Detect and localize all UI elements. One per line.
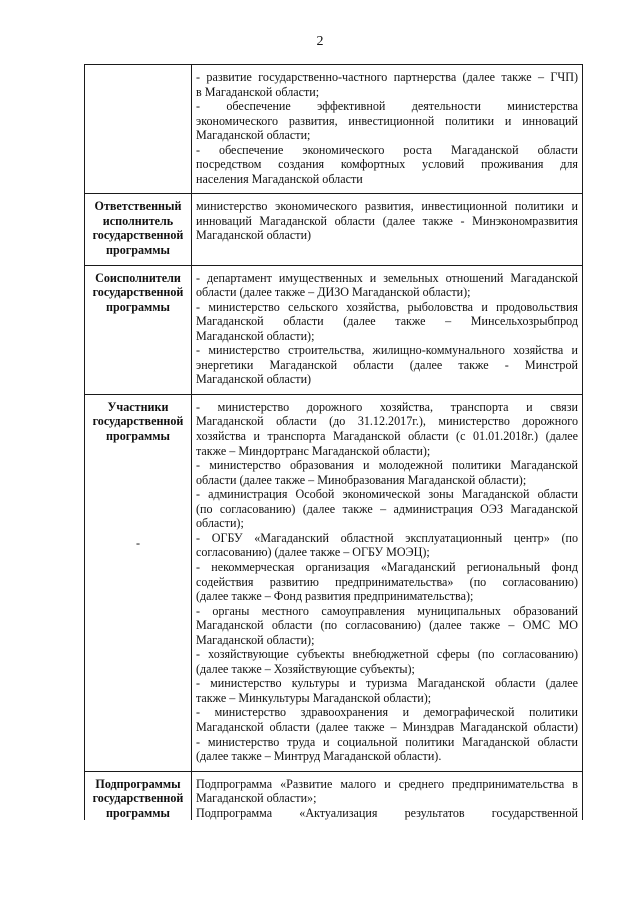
text-line: - некоммерческая организация «Магаданский региональный фонд (196, 559, 578, 574)
text-line: области (далее также – ДИЗО Магаданской области); (196, 285, 471, 300)
text-line: Магаданской области); (196, 328, 315, 343)
text-line: - министерство сельского хозяйства, рыболовства и продовольствия (196, 299, 578, 314)
row-content (192, 771, 583, 820)
text-line: (далее также – Минтруд Магаданской области). (196, 749, 442, 764)
row-content (192, 65, 583, 194)
text-line: - министерство труда и социальной политики Магаданской области (196, 734, 578, 749)
table-row-responsible-executor (85, 194, 583, 265)
text-line: - министерство образования и молодежной политики Магаданской (196, 458, 578, 473)
page-number: 2 (316, 34, 324, 49)
text-line: в Магаданской области; (196, 84, 320, 99)
text-line: также – Минкультуры Магаданской области); (196, 690, 432, 705)
program-passport-table (84, 64, 583, 820)
text-line: согласованию) (далее также – ОГБУ МОЭЦ); (196, 545, 430, 560)
text-line: (далее также – Хозяйствующие субъекты); (196, 661, 415, 676)
text-line: (далее также – Фонд развития предпринимательства); (196, 589, 474, 604)
text-line: посредством создания комфортных условий проживания для (196, 157, 578, 172)
text-line: - хозяйствующие субъекты внебюджетной сферы (по согласованию) (196, 647, 578, 662)
row-label (85, 65, 192, 194)
text-line: Подпрограмма «Актуализация результатов государственной (196, 805, 578, 820)
row-label: Участники государственной программы (92, 399, 184, 444)
text-line: населения Магаданской области (196, 171, 363, 186)
text-line: - департамент имущественных и земельных отношений Магаданской (196, 270, 578, 285)
row-label: Соисполнители государственной программы (85, 265, 192, 394)
text-line: - развитие государственно-частного партнерства (далее также – ГЧП) (196, 70, 578, 84)
text-line: Магаданской области (до 31.12.2017г.), министерство дорожного (196, 414, 578, 429)
text-line: (по согласованию) (далее также – администрация ОЭЗ Магаданской (196, 501, 578, 516)
row-content (192, 265, 583, 394)
text-line: Подпрограмма «Развитие малого и среднего предпринимательства в (196, 776, 578, 791)
row-label: Ответственный исполнитель государственной программы (85, 194, 192, 265)
text-line: хозяйства и транспорта Магаданской области (с 01.01.2018г.) (далее (196, 429, 578, 444)
text-line: - министерство культуры и туризма Магаданской области (далее (196, 676, 578, 691)
row-content (192, 194, 583, 265)
text-line: - органы местного самоуправления муниципальных образований (196, 603, 578, 618)
stray-dash-mark: - (135, 535, 141, 550)
text-line: - администрация Особой экономической зоны Магаданской области (196, 487, 578, 502)
text-line: области (далее также – Минобразования Магаданской области); (196, 472, 527, 487)
text-line: - министерство строительства, жилищно-коммунального хозяйства и (196, 343, 578, 358)
text-line: Магаданской области) (196, 228, 312, 243)
text-line: содействия развитию предпринимательства» (по согласованию) (196, 574, 578, 589)
text-line: Магаданской области) (196, 372, 312, 387)
table-row-goals-continued (85, 65, 583, 194)
text-line: - обеспечение экономического роста Магаданской области (196, 142, 578, 157)
table-row-participants (85, 394, 583, 771)
table-row-co-executors (85, 265, 583, 394)
text-line: энергетики Магаданской области (далее также - Минстрой (196, 357, 578, 372)
row-label-cell (85, 394, 192, 771)
row-content (192, 394, 583, 771)
text-line: министерство экономического развития, инвестиционной политики и (196, 199, 578, 214)
text-line: - ОГБУ «Магаданский областной эксплуатационный центр» (по (196, 530, 578, 545)
row-label: Подпрограммы государственной программы (85, 771, 192, 820)
text-line: Магаданской области (далее также – Минздрав Магаданской области) (196, 719, 578, 734)
text-line: инноваций Магаданской области (далее также - Минэкономразвития (196, 213, 578, 228)
text-line: Магаданской области (по согласованию) (далее также – ОМС МО (196, 618, 578, 633)
text-line: - обеспечение эффективной деятельности министерства (196, 99, 578, 114)
text-line: - министерство дорожного хозяйства, транспорта и связи (196, 399, 578, 414)
text-line: области); (196, 516, 244, 531)
text-line: Магаданской области; (196, 128, 311, 143)
table-row-subprograms (85, 771, 583, 820)
text-line: Магаданской области); (196, 632, 315, 647)
text-line: также – Миндортранс Магаданской области); (196, 443, 431, 458)
text-line: экономического развития, инвестиционной политики и инноваций (196, 113, 578, 128)
text-line: Магаданской области»; (196, 791, 317, 806)
text-line: Магаданской области (далее также – Минсельхозрыбпрод (196, 314, 578, 329)
text-line: - министерство здравоохранения и демографической политики (196, 705, 578, 720)
